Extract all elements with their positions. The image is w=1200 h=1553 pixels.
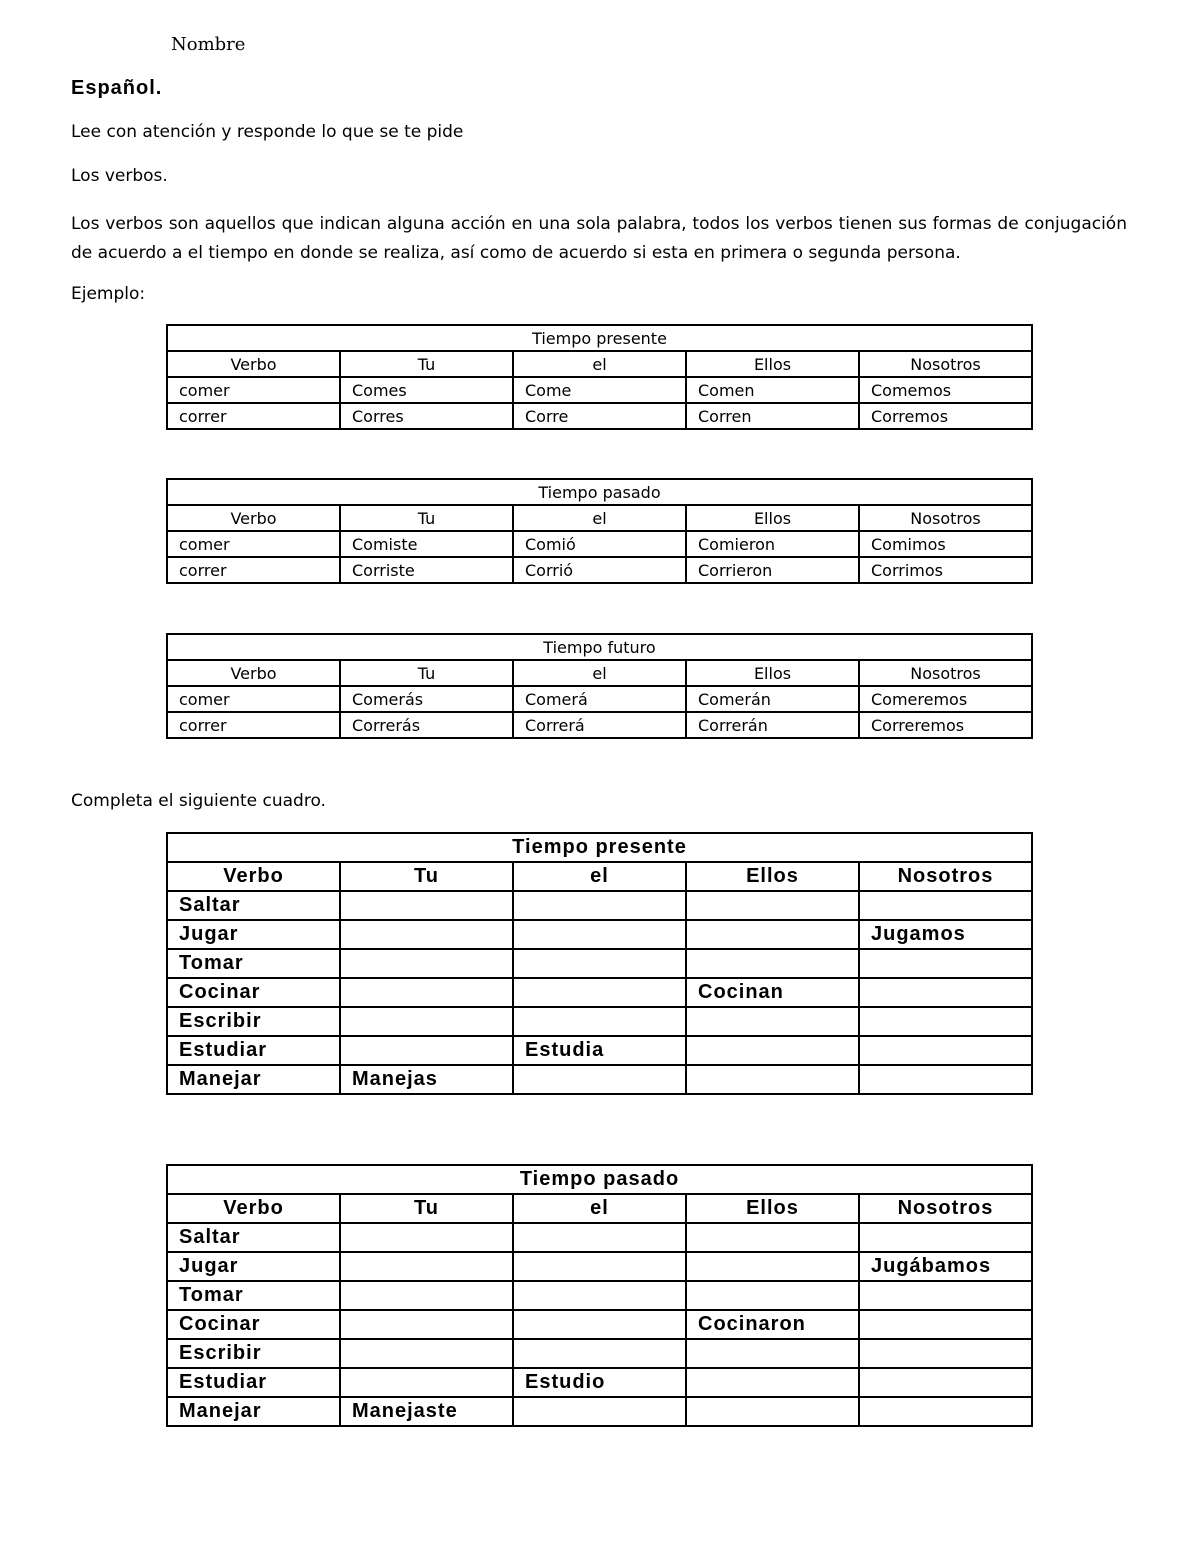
column-header: Tu [340, 1194, 513, 1223]
answer-cell[interactable] [859, 1397, 1032, 1426]
table-row [167, 949, 1032, 978]
column-header: Tu [340, 660, 513, 686]
column-header: Verbo [167, 1194, 340, 1223]
table-row [167, 1036, 1032, 1065]
complete-label: Completa el siguiente cuadro. [71, 791, 326, 811]
table-cell: Tomar [167, 1281, 340, 1310]
table-cell: Comeremos [859, 686, 1032, 712]
table-row [167, 1223, 1032, 1252]
table-cell: Corre [513, 403, 686, 429]
answer-cell[interactable] [859, 1339, 1032, 1368]
column-header: el [513, 1194, 686, 1223]
answer-cell[interactable] [340, 1007, 513, 1036]
answer-cell[interactable] [859, 1065, 1032, 1094]
answer-cell[interactable] [513, 949, 686, 978]
table-row [167, 1310, 1032, 1339]
answer-cell[interactable] [513, 978, 686, 1007]
subject-heading: Español. [71, 77, 163, 99]
answer-cell[interactable] [859, 1007, 1032, 1036]
answer-cell[interactable] [859, 1281, 1032, 1310]
table-cell: Correrá [513, 712, 686, 738]
answer-cell[interactable] [686, 1036, 859, 1065]
table-cell: Corrieron [686, 557, 859, 583]
answer-cell[interactable] [686, 1065, 859, 1094]
answer-cell[interactable] [859, 978, 1032, 1007]
column-header: Verbo [167, 505, 340, 531]
answer-cell[interactable] [340, 891, 513, 920]
answer-cell[interactable] [686, 1007, 859, 1036]
table-cell: Jugar [167, 1252, 340, 1281]
table-cell: correr [167, 557, 340, 583]
instruction-text: Lee con atención y responde lo que se te pide [71, 122, 464, 142]
answer-cell[interactable]: Cocinan [686, 978, 859, 1007]
column-header: Verbo [167, 862, 340, 891]
answer-cell[interactable] [686, 1397, 859, 1426]
column-header: Ellos [686, 505, 859, 531]
name-label: Nombre [171, 34, 246, 55]
answer-cell[interactable] [859, 1310, 1032, 1339]
answer-cell[interactable]: Jugábamos [859, 1252, 1032, 1281]
table-cell: Comió [513, 531, 686, 557]
table-row [167, 1339, 1032, 1368]
answer-cell[interactable] [686, 1368, 859, 1397]
answer-cell[interactable] [513, 1065, 686, 1094]
answer-cell[interactable] [686, 1339, 859, 1368]
table-title: Tiempo pasado [167, 479, 1032, 505]
answer-cell[interactable] [859, 949, 1032, 978]
table-cell: Corriste [340, 557, 513, 583]
table-title: Tiempo pasado [167, 1165, 1032, 1194]
answer-cell[interactable] [340, 1252, 513, 1281]
table-row [167, 1281, 1032, 1310]
table-row [167, 403, 1032, 429]
answer-cell[interactable] [686, 949, 859, 978]
answer-cell[interactable] [513, 920, 686, 949]
table-cell: Comieron [686, 531, 859, 557]
table-cell: Comemos [859, 377, 1032, 403]
table-cell: Comerán [686, 686, 859, 712]
table-cell: Correremos [859, 712, 1032, 738]
table-cell: Comerá [513, 686, 686, 712]
answer-cell[interactable] [686, 1252, 859, 1281]
column-header: Ellos [686, 862, 859, 891]
answer-cell[interactable] [859, 1223, 1032, 1252]
table-cell: Correrán [686, 712, 859, 738]
answer-cell[interactable] [513, 1397, 686, 1426]
table-cell: Manejar [167, 1397, 340, 1426]
answer-cell[interactable] [513, 891, 686, 920]
table-cell: Comes [340, 377, 513, 403]
table-cell: Corremos [859, 403, 1032, 429]
column-header: el [513, 862, 686, 891]
answer-cell[interactable] [513, 1007, 686, 1036]
answer-cell[interactable] [340, 1281, 513, 1310]
answer-cell[interactable] [340, 920, 513, 949]
table-cell: Comiste [340, 531, 513, 557]
answer-cell[interactable]: Manejas [340, 1065, 513, 1094]
exercise-table-past [166, 1164, 1033, 1427]
answer-cell[interactable] [340, 1310, 513, 1339]
answer-cell[interactable] [513, 1281, 686, 1310]
table-cell: comer [167, 531, 340, 557]
answer-cell[interactable]: Estudia [513, 1036, 686, 1065]
table-cell: comer [167, 686, 340, 712]
table-cell: Estudiar [167, 1036, 340, 1065]
table-row [167, 1397, 1032, 1426]
table-cell: Escribir [167, 1007, 340, 1036]
table-cell: Corres [340, 403, 513, 429]
table-cell: correr [167, 403, 340, 429]
answer-cell[interactable]: Estudio [513, 1368, 686, 1397]
column-header: el [513, 660, 686, 686]
table-cell: Saltar [167, 1223, 340, 1252]
answer-cell[interactable] [686, 1281, 859, 1310]
table-cell: Corrió [513, 557, 686, 583]
table-row [167, 686, 1032, 712]
topic-title: Los verbos. [71, 166, 168, 186]
table-cell: Corren [686, 403, 859, 429]
table-title: Tiempo presente [167, 325, 1032, 351]
column-header: Nosotros [859, 862, 1032, 891]
answer-cell[interactable] [513, 1223, 686, 1252]
table-cell: Comimos [859, 531, 1032, 557]
answer-cell[interactable] [340, 1368, 513, 1397]
table-cell: Come [513, 377, 686, 403]
answer-cell[interactable] [513, 1252, 686, 1281]
column-header: Tu [340, 351, 513, 377]
answer-cell[interactable] [340, 949, 513, 978]
table-cell: Escribir [167, 1339, 340, 1368]
column-header: el [513, 351, 686, 377]
column-header: Tu [340, 505, 513, 531]
table-row [167, 978, 1032, 1007]
answer-cell[interactable]: Jugamos [859, 920, 1032, 949]
table-cell: Corrimos [859, 557, 1032, 583]
column-header: Nosotros [859, 660, 1032, 686]
table-row [167, 920, 1032, 949]
answer-cell[interactable] [859, 891, 1032, 920]
column-header: Ellos [686, 351, 859, 377]
answer-cell[interactable] [686, 891, 859, 920]
answer-cell[interactable] [859, 1368, 1032, 1397]
table-row [167, 531, 1032, 557]
table-cell: Estudiar [167, 1368, 340, 1397]
table-cell: Comerás [340, 686, 513, 712]
answer-cell[interactable] [686, 920, 859, 949]
table-cell: Cocinar [167, 1310, 340, 1339]
table-row [167, 891, 1032, 920]
column-header: Tu [340, 862, 513, 891]
definition-paragraph: Los verbos son aquellos que indican alguna acción en una sola palabra, todos los verbos tienen sus formas de conjugación de acuerdo a el tiempo en donde se realiza, así como de acuerdo si esta en primera o segunda persona. [71, 214, 1127, 263]
table-cell: Jugar [167, 920, 340, 949]
answer-cell[interactable] [686, 1223, 859, 1252]
table-cell: comer [167, 377, 340, 403]
answer-cell[interactable] [340, 1223, 513, 1252]
column-header: Nosotros [859, 1194, 1032, 1223]
example-table-past [166, 478, 1033, 584]
table-row [167, 377, 1032, 403]
table-cell: Saltar [167, 891, 340, 920]
answer-cell[interactable] [340, 1036, 513, 1065]
table-row [167, 557, 1032, 583]
table-cell: Manejar [167, 1065, 340, 1094]
example-table-future [166, 633, 1033, 739]
column-header: Nosotros [859, 505, 1032, 531]
example-table-present [166, 324, 1033, 430]
exercise-table-present [166, 832, 1033, 1095]
column-header: Verbo [167, 351, 340, 377]
table-title: Tiempo presente [167, 833, 1032, 862]
answer-cell[interactable] [513, 1310, 686, 1339]
table-row [167, 712, 1032, 738]
column-header: el [513, 505, 686, 531]
answer-cell[interactable] [340, 978, 513, 1007]
table-row [167, 1368, 1032, 1397]
answer-cell[interactable] [859, 1036, 1032, 1065]
answer-cell[interactable]: Cocinaron [686, 1310, 859, 1339]
table-row [167, 1065, 1032, 1094]
column-header: Ellos [686, 1194, 859, 1223]
table-row [167, 1252, 1032, 1281]
column-header: Nosotros [859, 351, 1032, 377]
table-cell: Correrás [340, 712, 513, 738]
table-row [167, 1007, 1032, 1036]
answer-cell[interactable] [513, 1339, 686, 1368]
table-title: Tiempo futuro [167, 634, 1032, 660]
answer-cell[interactable] [340, 1339, 513, 1368]
example-label: Ejemplo: [71, 284, 146, 304]
table-cell: correr [167, 712, 340, 738]
table-cell: Cocinar [167, 978, 340, 1007]
answer-cell[interactable]: Manejaste [340, 1397, 513, 1426]
column-header: Ellos [686, 660, 859, 686]
column-header: Verbo [167, 660, 340, 686]
table-cell: Tomar [167, 949, 340, 978]
table-cell: Comen [686, 377, 859, 403]
